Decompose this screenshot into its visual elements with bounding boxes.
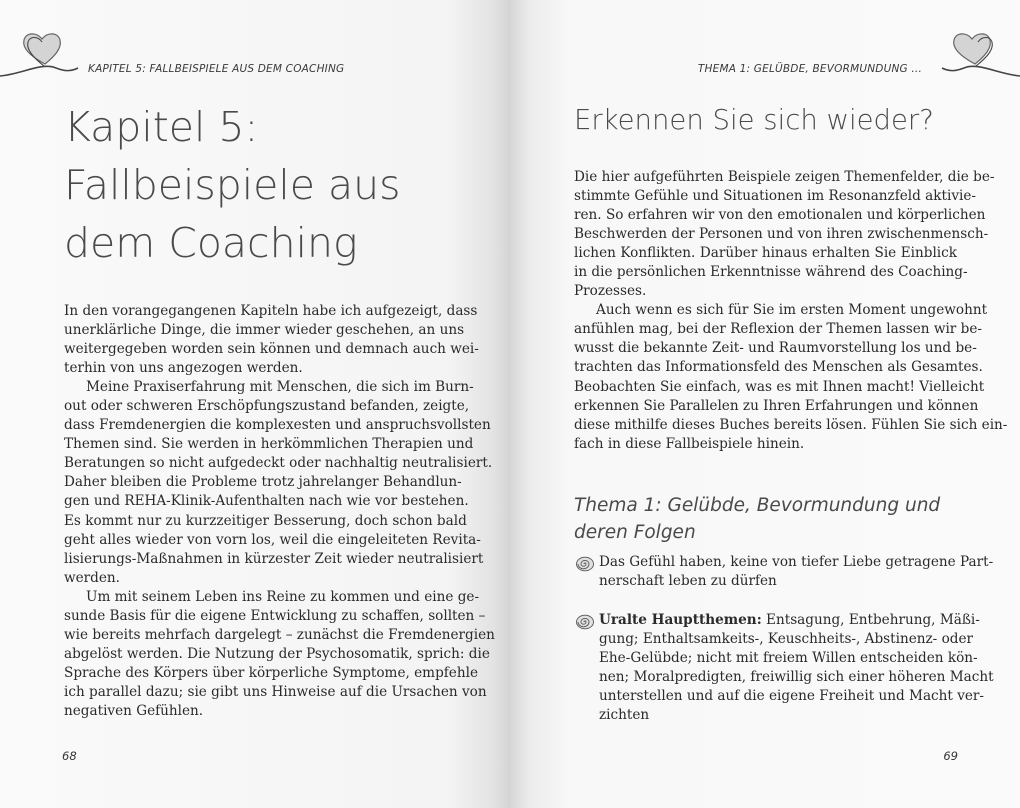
text-line: ren. So erfahren wir von den emotionalen und körperlichen [574, 207, 986, 224]
text-line: dass Fremdenergien die komplexesten und anspruchsvollsten [64, 417, 491, 434]
text-line: ich parallel dazu; sie gibt uns Hinweise auf die Ursachen von [64, 683, 487, 700]
running-head: KAPITEL 5: FALLBEISPIELE AUS DEM COACHING [88, 63, 345, 75]
intro-text [574, 168, 1008, 454]
heart-swirl-icon [930, 22, 1020, 82]
text-line: geht alles wieder von vorn los, weil die eingeleiteten Revita- [64, 531, 481, 548]
text-line: Meine Praxiserfahrung mit Menschen, die sich im Burn- [86, 379, 474, 396]
text-line: Sprache des Körpers über körperliche Symptome, empfehle [64, 664, 478, 681]
text-line: stimmte Gefühle und Situationen im Resonanzfeld aktivie- [574, 188, 976, 205]
text-line: lisierungs-Maßnahmen in kürzester Zeit wieder neutralisiert [64, 550, 484, 567]
heart-swirl-icon [0, 22, 90, 82]
section-title: Erkennen Sie sich wieder? [574, 104, 934, 136]
text-line: nen; Moralpredigten, freiwillig sich einer höheren Macht [599, 669, 994, 686]
chapter-title-line: dem Coaching [64, 219, 358, 267]
text-line: unerklärliche Dinge, die immer wieder geschehen, an uns [64, 322, 465, 339]
text-line: Beschwerden der Personen und von ihren zwischenmensch- [574, 226, 989, 243]
chapter-title-line: Fallbeispiele aus [64, 161, 401, 209]
text-line: sunde Basis für die eigene Entwicklung zu schaffen, sollten – [64, 607, 486, 624]
text-line: gen und REHA-Klinik-Aufenthalten nach wie vor bestehen. [64, 493, 469, 510]
running-head: THEMA 1: GELÜBDE, BEVORMUNDUNG ... [697, 63, 922, 75]
text-line: Beobachten Sie einfach, was es mit Ihnen macht! Vielleicht [574, 378, 985, 395]
text-line: nerschaft leben zu dürfen [599, 573, 777, 590]
bullet-text [599, 611, 994, 725]
text-line: lichen Konflikten. Darüber hinaus erhalten Sie Einblick [574, 245, 957, 262]
right-page [510, 0, 1020, 808]
text-line: diese mithilfe dieses Buches bereits lösen. Fühlen Sie sich ein- [574, 416, 1008, 433]
body-text [64, 302, 495, 721]
text-line: Die hier aufgeführten Beispiele zeigen Themenfelder, die be- [574, 169, 995, 185]
chapter-title-line: Kapitel 5: [64, 103, 259, 151]
spiral-bullet-icon [574, 554, 595, 572]
text-line: wie bereits mehrfach dargelegt – zunächst die Fremdenergien [64, 626, 495, 643]
text-line [599, 611, 980, 630]
text-line: Es kommt nur zu kurzzeitiger Besserung, doch schon bald [64, 512, 467, 529]
bullet-text [599, 553, 994, 591]
text-line: wusst die bekannte Zeit- und Raumvorstellung los und be- [574, 340, 977, 357]
text-line: zichten [599, 707, 650, 724]
text-line: Um mit seinem Leben ins Reine zu kommen und eine ge- [86, 588, 480, 605]
text-line: gung; Enthaltsamkeits-, Keuschheits-, Abstinenz- oder [599, 631, 974, 648]
bullet-item [574, 553, 994, 591]
text-line: Prozesses. [574, 283, 647, 300]
text-line: in die persönlichen Erkenntnisse während des Coaching- [574, 264, 968, 281]
text-line: trachten das Informationsfeld des Menschen als Gesamtes. [574, 359, 983, 376]
text-line: In den vorangegangenen Kapiteln habe ich aufgezeigt, dass [64, 303, 478, 319]
text-line: weitergegeben worden sein können und demnach auch wei- [64, 341, 479, 358]
text-line: Daher bleiben die Probleme trotz jahrelanger Behandlun- [64, 474, 462, 491]
thema-title-line: Thema 1: Gelübde, Bevormundung und [574, 495, 941, 516]
bullet-lead-rest: Entsagung, Entbehrung, Mäßi- [766, 612, 980, 628]
chapter-title [64, 98, 494, 272]
page-number: 69 [943, 749, 958, 763]
text-line: Auch wenn es sich für Sie im ersten Moment ungewohnt [596, 302, 988, 319]
text-line: Themen sind. Sie werden in herkömmlichen Therapien und [64, 436, 474, 453]
thema-title-line: deren Folgen [574, 522, 696, 543]
text-line: erkennen Sie Parallelen zu Ihren Erfahrungen und können [574, 397, 979, 414]
text-line: terhin von uns angezogen werden. [64, 360, 303, 377]
text-line: anfühlen mag, bei der Reflexion der Themen lassen wir be- [574, 321, 982, 338]
text-line: Das Gefühl haben, keine von tiefer Liebe getragene Part- [599, 554, 994, 570]
text-line: Beratungen so nicht aufgedeckt oder nachhaltig neutralisiert. [64, 455, 493, 472]
text-line: unterstellen und auf die eigene Freiheit und Macht ver- [599, 688, 985, 705]
text-line: fach in diese Fallbeispiele hinein. [574, 435, 805, 452]
page-number: 68 [62, 749, 77, 763]
bullet-item [574, 611, 994, 725]
spiral-bullet-icon [574, 612, 595, 630]
text-line: werden. [64, 569, 121, 586]
thema-title [574, 492, 994, 546]
bullet-lead: Uralte Hauptthemen: [599, 612, 762, 628]
text-line: Ehe-Gelübde; nicht mit freiem Willen entscheiden kön- [599, 650, 978, 667]
text-line: out oder schweren Erschöpfungszustand befanden, zeigte, [64, 398, 470, 415]
text-line: negativen Gefühlen. [64, 702, 204, 719]
text-line: abgelöst werden. Die Nutzung der Psychosomatik, sprich: die [64, 645, 490, 662]
